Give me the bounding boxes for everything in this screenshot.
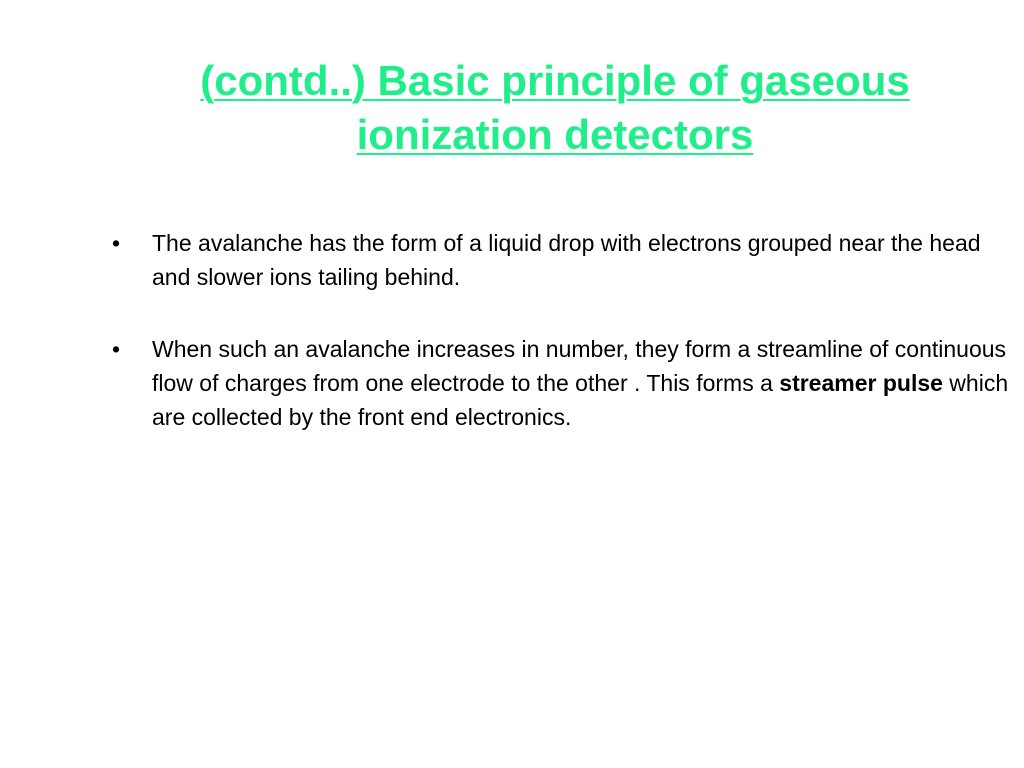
bullet-item xyxy=(112,226,1012,294)
bullet-marker: • xyxy=(112,230,121,256)
slide-title xyxy=(130,54,980,162)
bullet-text-after: which are collected by the front end electronics. xyxy=(152,370,1009,430)
bullet-marker: • xyxy=(112,336,121,362)
bullet-list xyxy=(112,226,1012,472)
bullet-text xyxy=(152,332,1012,434)
bullet-text: The avalanche has the form of a liquid drop with electrons grouped near the head and slower ions tailing behind. xyxy=(152,230,981,290)
bullet-text-before: When such an avalanche increases in number, they form a streamline of continuous flow of charges from one electrode to the other . This forms a xyxy=(152,336,1007,396)
bullet-item xyxy=(112,332,1012,434)
bold-term-streamer-pulse: streamer pulse xyxy=(779,370,943,396)
title-line-2: ionization detectors xyxy=(356,111,754,158)
title-line-1: (contd..) Basic principle of gaseous xyxy=(200,57,910,104)
